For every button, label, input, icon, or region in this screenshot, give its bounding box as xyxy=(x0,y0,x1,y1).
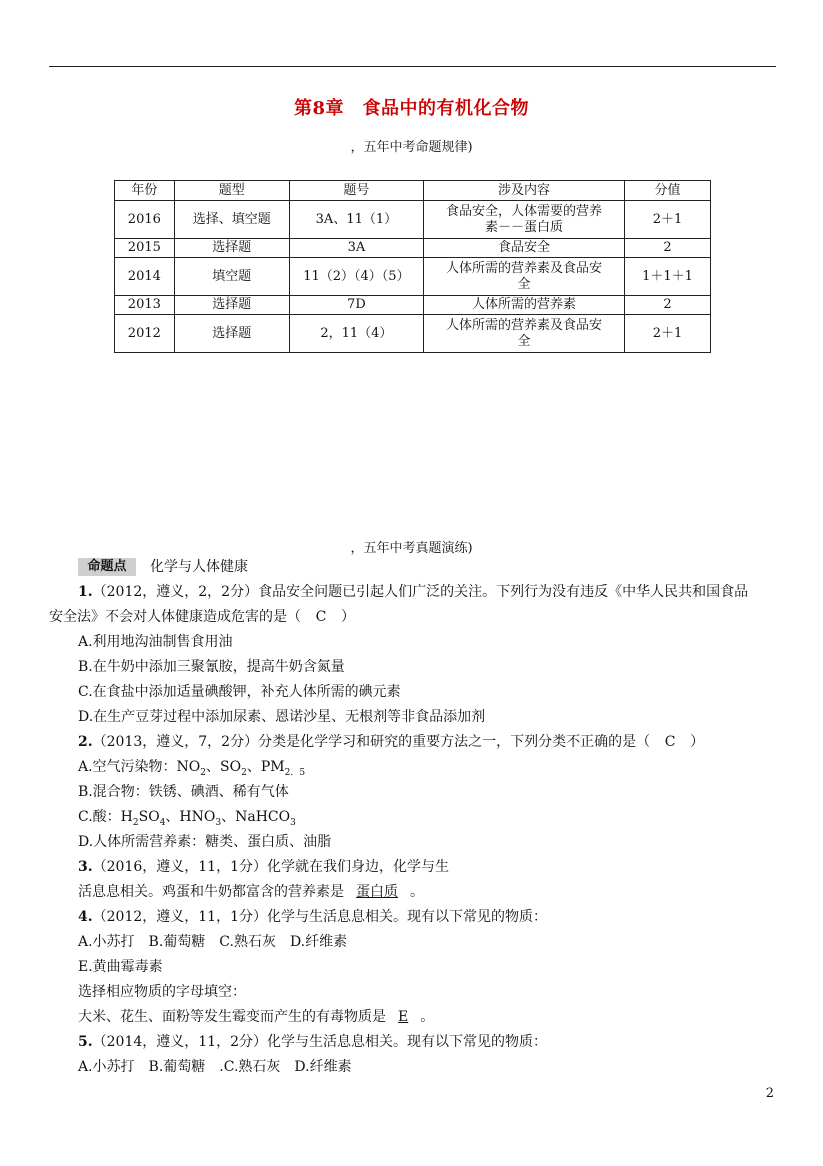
q2-a-text: A.空气污染物：NO xyxy=(78,759,201,775)
section-heading-rules: ，五年中考命题规律) xyxy=(350,140,473,155)
cell-number: 11（2）（4）（5） xyxy=(289,258,423,296)
q2-c-text: 、NaHCO xyxy=(221,809,291,825)
q2-option-d: D.人体所需营养素：糖类、蛋白质、油脂 xyxy=(78,834,332,850)
q2-stem: （2013，遵义，7，2分）分类是化学学习和研究的重要方法之一，下列分类不正确的是（ xyxy=(92,734,651,750)
cell-type: 选择、填空题 xyxy=(174,201,289,239)
q4-fill-text: 大米、花生、面粉等发生霉变而产生的有毒物质是 xyxy=(78,1009,386,1025)
q4-fill-line xyxy=(49,1005,779,1030)
cell-type: 选择题 xyxy=(174,239,289,258)
q2-c-sub: 4 xyxy=(159,817,166,828)
q2-option-a xyxy=(49,755,779,780)
q2-a-text: 、SO xyxy=(206,759,242,775)
q5-number: 5. xyxy=(78,1034,93,1050)
q1-stem-line2 xyxy=(49,605,779,630)
q3-number: 3. xyxy=(78,859,93,875)
section-heading-practice: ，五年中考真题演练) xyxy=(350,541,473,556)
cell-content-line: 人体所需的营养素及食品安 xyxy=(446,260,603,276)
q2-stem-end: ） xyxy=(690,734,705,750)
q4-answer: E xyxy=(398,1009,409,1025)
cell-number: 3A xyxy=(289,239,423,258)
q2-c-sub: 2 xyxy=(132,817,139,828)
q2-a-sub: 2．5 xyxy=(284,767,306,778)
q2-a-sub: 2 xyxy=(200,767,207,778)
q5-options: A.小苏打 B.葡萄糖 .C.熟石灰 D.纤维素 xyxy=(78,1059,352,1075)
header-type: 题型 xyxy=(174,181,289,201)
topic-label: 命题点 xyxy=(78,558,136,576)
cell-year: 2015 xyxy=(115,239,175,258)
q3-stem-end: 。 xyxy=(410,884,424,900)
cell-number: 7D xyxy=(289,296,423,315)
questions xyxy=(49,580,779,1080)
table-row xyxy=(115,258,711,296)
q1-stem-cont: 安全法》不会对人体健康造成危害的是（ xyxy=(49,609,301,625)
header-number: 题号 xyxy=(289,181,423,201)
cell-content-line: 素－－蛋白质 xyxy=(485,219,564,235)
q3-stem-cont: 活息息相关。鸡蛋和牛奶都富含的营养素是 xyxy=(78,884,344,900)
cell-content-line: 人体所需的营养素及食品安 xyxy=(446,317,603,333)
q1-option-a: A.利用地沟油制售食用油 xyxy=(78,634,233,650)
q4-number: 4. xyxy=(78,909,93,925)
q1-option-d: D.在生产豆芽过程中添加尿素、恩诺沙星、无根剂等非食品添加剂 xyxy=(78,709,486,725)
cell-content: 人体所需的营养素 xyxy=(424,296,625,315)
table-row xyxy=(115,315,711,353)
q2-a-sub: 2 xyxy=(241,767,247,778)
cell-type: 选择题 xyxy=(174,315,289,353)
q1-option-c: C.在食盐中添加适量碘酸钾，补充人体所需的碘元素 xyxy=(78,684,401,700)
q2-answer: C xyxy=(664,734,676,750)
q2-stem-line xyxy=(49,730,779,755)
cell-score: 2＋1 xyxy=(625,315,711,353)
q1-number: 1. xyxy=(78,584,93,600)
cell-type: 填空题 xyxy=(174,258,289,296)
q4-option-e: E.黄曲霉毒素 xyxy=(78,959,163,975)
q2-option-c xyxy=(49,805,779,830)
header-year: 年份 xyxy=(115,181,175,201)
q4-fill-end: 。 xyxy=(420,1009,435,1025)
chapter-title: 第8章 食品中的有机化合物 xyxy=(293,98,530,119)
q4-options: A.小苏打 B.葡萄糖 C.熟石灰 D.纤维素 xyxy=(78,934,348,950)
cell-content xyxy=(424,258,625,296)
exam-rules-table xyxy=(114,180,711,353)
cell-content-line: 全 xyxy=(517,276,531,292)
q4-stem: （2012，遵义，11，1分）化学与生活息息相关。现有以下常见的物质： xyxy=(92,909,547,925)
table-header-row xyxy=(115,181,711,201)
header-score: 分值 xyxy=(625,181,711,201)
cell-content: 食品安全 xyxy=(424,239,625,258)
cell-number: 2，11（4） xyxy=(289,315,423,353)
q2-c-text: C.酸：H xyxy=(78,809,133,825)
q2-c-text: SO xyxy=(138,809,160,825)
q1-stem-line1 xyxy=(49,580,779,605)
cell-year: 2013 xyxy=(115,296,175,315)
cell-score: 2 xyxy=(625,296,711,315)
q1-stem-end: ） xyxy=(341,609,355,625)
cell-score: 1＋1＋1 xyxy=(625,258,711,296)
q3-answer: 蛋白质 xyxy=(356,884,398,900)
q5-stem: （2014，遵义，11，2分）化学与生活息息相关。现有以下常见的物质： xyxy=(92,1034,547,1050)
cell-content-line: 食品安全，人体需要的营养 xyxy=(446,203,603,219)
q1-stem: （2012，遵义，2，2分）食品安全问题已引起人们广泛的关注。下列行为没有违反《中华人民共和国食品 xyxy=(92,584,749,600)
cell-year: 2012 xyxy=(115,315,175,353)
cell-score: 2 xyxy=(625,239,711,258)
q2-number: 2. xyxy=(78,734,93,750)
cell-score: 2＋1 xyxy=(625,201,711,239)
cell-content xyxy=(424,315,625,353)
table-row xyxy=(115,296,711,315)
q2-option-b: B.混合物：铁锈、碘酒、稀有气体 xyxy=(78,784,289,800)
cell-content-line: 全 xyxy=(517,333,531,349)
q3-stem-line2 xyxy=(49,880,779,905)
q1-answer: C xyxy=(315,609,327,625)
q4-stem-line xyxy=(49,905,779,930)
q2-c-sub: 3 xyxy=(215,817,222,828)
cell-number: 3A、11（1） xyxy=(289,201,423,239)
q1-option-b: B.在牛奶中添加三聚氰胺，提高牛奶含氮量 xyxy=(78,659,345,675)
cell-year: 2014 xyxy=(115,258,175,296)
q5-stem-line xyxy=(49,1030,779,1055)
cell-year: 2016 xyxy=(115,201,175,239)
header-content: 涉及内容 xyxy=(424,181,625,201)
table-row xyxy=(115,239,711,258)
q3-stem-line1 xyxy=(49,855,779,880)
q4-instruction: 选择相应物质的字母填空： xyxy=(78,984,246,1000)
cell-type: 选择题 xyxy=(174,296,289,315)
q2-c-sub: 3 xyxy=(290,817,296,828)
q2-c-text: 、HNO xyxy=(165,809,216,825)
q3-stem: （2016，遵义，11，1分）化学就在我们身边，化学与生 xyxy=(92,859,449,875)
table-row xyxy=(115,201,711,239)
cell-content xyxy=(424,201,625,239)
header-rule xyxy=(49,66,776,67)
page-number: 2 xyxy=(765,1086,774,1101)
topic-title: 化学与人体健康 xyxy=(150,559,248,575)
q2-a-text: 、PM xyxy=(246,759,285,775)
